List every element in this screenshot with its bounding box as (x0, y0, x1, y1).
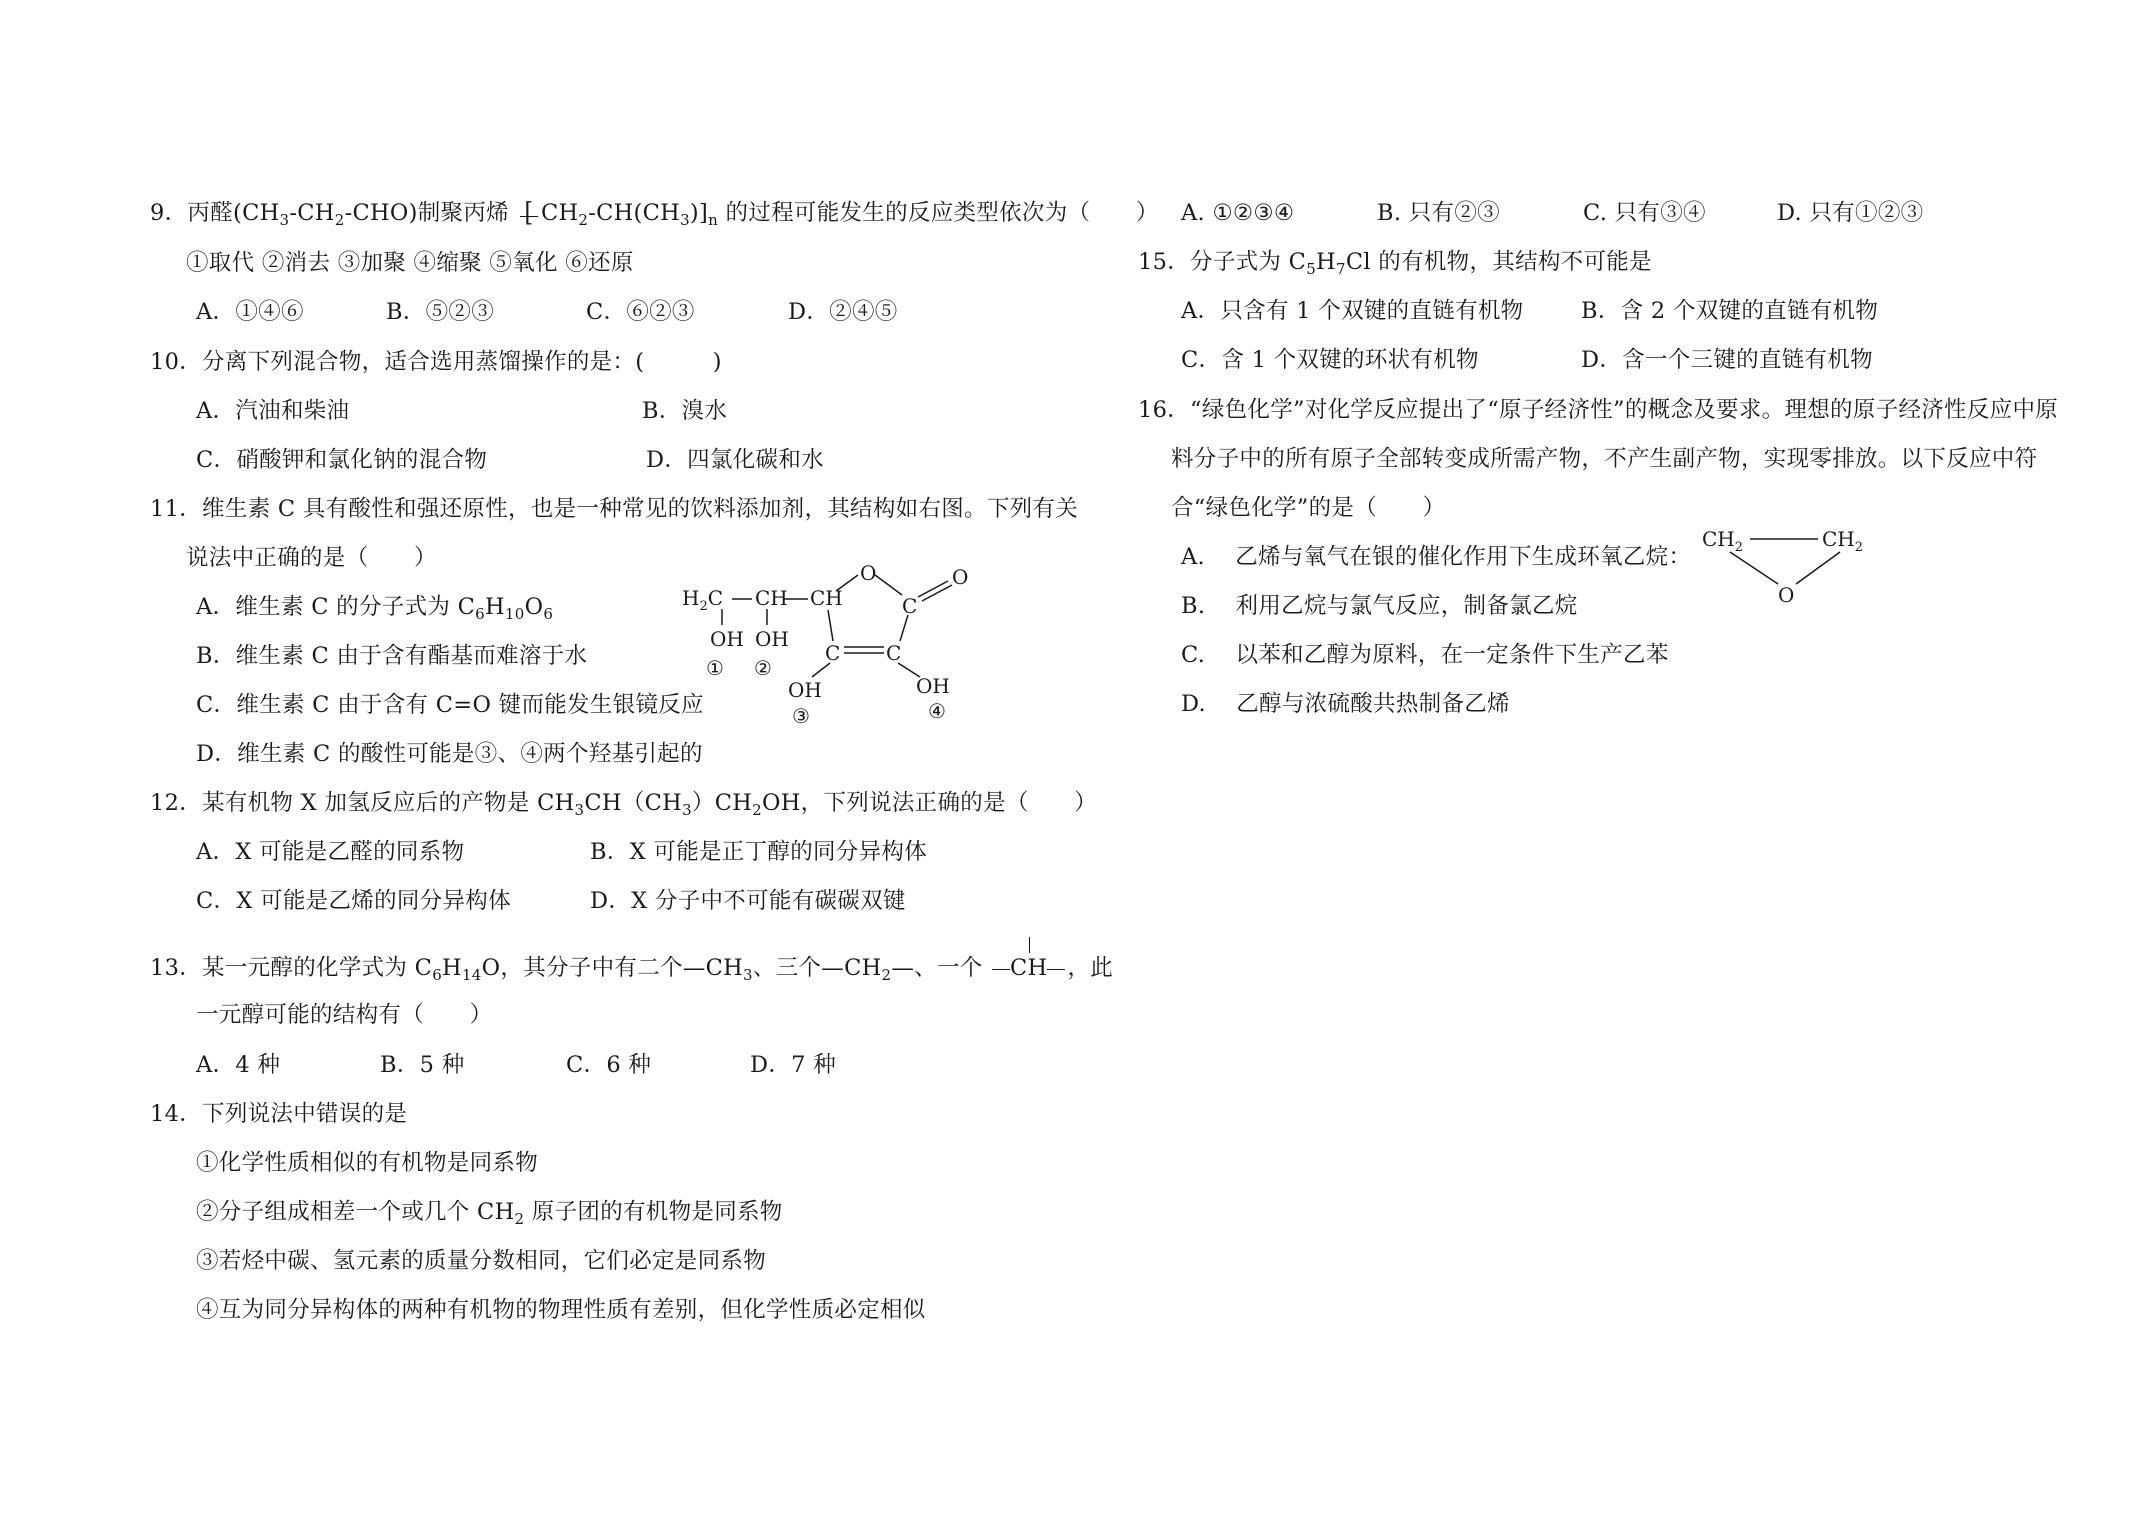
epoxide-ch2-left: $CH_2$ (1702, 527, 1744, 555)
question-9-reaction-types: ①取代 ②消去 ③加聚 ④缩聚 ⑤氧化 ⑥还原 (186, 250, 634, 276)
question-13-option-c: C．6 种 (566, 1052, 652, 1078)
question-10-option-d: D．四氯化碳和水 (646, 447, 824, 473)
question-12-options-row1 (196, 837, 1046, 867)
struct-oh-2: OH (755, 627, 789, 651)
struct-ring-oxygen: O (860, 561, 877, 585)
struct-ch-2: CH (810, 586, 843, 610)
question-14-options (1181, 198, 2081, 228)
question-14-stem: 14．下列说法中错误的是 (150, 1101, 408, 1127)
struct-carbon-4: C (886, 641, 902, 665)
epoxide-oxygen: O (1778, 583, 1795, 607)
question-9-options (196, 297, 996, 327)
question-10-stem: 10．分离下列混合物，适合选用蒸馏操作的是：( ) (150, 349, 722, 375)
question-9-option-d: D．②④⑤ (788, 299, 898, 325)
question-14-statement-4: ④互为同分异构体的两种有机物的物理性质有差别，但化学性质必定相似 (196, 1297, 926, 1323)
question-12-option-b: B．X 可能是正丁醇的同分异构体 (590, 839, 928, 865)
question-15-option-c: C．含 1 个双键的环状有机物 (1181, 347, 1479, 373)
question-15-options-row1 (1181, 296, 2081, 326)
question-15-stem: 15．分子式为 $C_5H_7Cl$ 的有机物，其结构不可能是 (1138, 249, 1652, 278)
question-13-option-a: A．4 种 (196, 1052, 281, 1078)
struct-carbon-3: C (825, 641, 841, 665)
question-16-stem-line1: 16．“绿色化学”对化学反应提出了“原子经济性”的概念及要求。理想的原子经济性反应中原 (1138, 397, 2059, 423)
question-12-option-a: A．X 可能是乙醛的同系物 (196, 839, 465, 865)
struct-oh-4: OH (916, 674, 950, 698)
question-14-statement-3: ③若烃中碳、氢元素的质量分数相同，它们必定是同系物 (196, 1248, 767, 1274)
question-10-option-a: A．汽油和柴油 (196, 398, 350, 424)
question-11-option-c: C．维生素 C 由于含有 C=O 键而能发生银镜反应 (196, 692, 704, 718)
struct-marker-2: ② (754, 656, 772, 680)
epoxide-ch2-right: $CH_2$ (1822, 527, 1864, 555)
methine-vertical-bond (1029, 937, 1030, 953)
struct-h2c: $H_2C$ (682, 586, 724, 614)
methine-group: CH (990, 953, 1067, 983)
ethylene-oxide-structure-diagram (1700, 522, 1890, 614)
question-15-options-row2 (1181, 345, 2081, 375)
question-16-stem-line2: 料分子中的所有原子全部转变成所需产物，不产生副产物，实现零排放。以下反应中符 (1171, 446, 2038, 472)
question-13-options (196, 1050, 1046, 1080)
struct-marker-4: ④ (928, 699, 946, 723)
question-13-option-b: B．5 种 (380, 1052, 465, 1078)
question-11-option-b: B．维生素 C 由于含有酯基而难溶于水 (196, 643, 588, 669)
question-11-stem-line2: 说法中正确的是（ ） (186, 545, 437, 571)
question-14-option-d: D. 只有①②③ (1777, 200, 1924, 226)
struct-marker-3: ③ (792, 704, 810, 728)
question-13-stem-line2: 一元醇可能的结构有（ ） (196, 1002, 493, 1028)
question-15-option-a: A．只含有 1 个双键的直链有机物 (1181, 298, 1524, 324)
question-10-option-c: C．硝酸钾和氯化钠的混合物 (196, 447, 488, 473)
polypropylene-formula: [ $CH_2-CH(CH_3)]_n$ (524, 198, 718, 228)
faint-watermark (742, 1065, 762, 1116)
struct-oh-3: OH (788, 678, 822, 702)
question-11-option-d: D．维生素 C 的酸性可能是③、④两个羟基引起的 (196, 741, 703, 767)
question-12-options-row2 (196, 886, 1046, 916)
question-14-option-a: A. ①②③④ (1181, 200, 1295, 226)
question-14-option-c: C. 只有③④ (1583, 200, 1706, 226)
question-16-option-b: B. 利用乙烷与氯气反应，制备氯乙烷 (1181, 593, 1578, 619)
question-9-option-a: A．①④⑥ (196, 299, 304, 325)
question-13-stem: 13．某一元醇的化学式为 $C_6H_{14}O$，其分子中有二个$—CH_3$、三个$—CH_2—$、一个 CH ，此 (150, 953, 1113, 983)
question-15-option-b: B．含 2 个双键的直链有机物 (1581, 298, 1879, 324)
question-9-stem: 9．丙醛$(CH_3-CH_2-CHO)$制聚丙烯 [ $CH_2-CH(CH_3)]_n$ 的过程可能发生的反应类型依次为（ ） (150, 198, 1159, 229)
question-14-statement-2: ②分子组成相差一个或几个 $CH_2$ 原子团的有机物是同系物 (196, 1199, 783, 1228)
struct-carbonyl-oxygen: O (952, 565, 969, 589)
question-11-option-a: A．维生素 C 的分子式为 $C_6H_{10}O_6$ (196, 594, 554, 623)
question-15-option-d: D．含一个三键的直链有机物 (1581, 347, 1873, 373)
struct-ring-carbon: C (902, 594, 918, 618)
question-10-options-row2 (196, 445, 1046, 475)
question-12-option-d: D．X 分子中不可能有碳碳双键 (590, 888, 906, 914)
struct-oh-1: OH (710, 627, 744, 651)
question-10-option-b: B．溴水 (642, 398, 728, 424)
question-13-option-d: D．7 种 (750, 1052, 837, 1078)
question-16-stem-line3: 合“绿色化学”的是（ ） (1171, 495, 1446, 521)
question-12-option-c: C．X 可能是乙烯的同分异构体 (196, 888, 511, 914)
question-11-stem-line1: 11．维生素 C 具有酸性和强还原性，也是一种常见的饮料添加剂，其结构如右图。下列有关 (150, 496, 1079, 522)
question-10-options-row1 (196, 396, 1046, 426)
question-12-stem: 12．某有机物 X 加氢反应后的产物是 $CH_3CH(CH_3)CH_2OH$，下列说法正确的是（ ） (150, 790, 1098, 819)
struct-marker-1: ① (706, 656, 724, 680)
question-16-option-c: C. 以苯和乙醇为原料，在一定条件下生产乙苯 (1181, 642, 1669, 668)
question-16-option-a: A. 乙烯与氧气在银的催化作用下生成环氧乙烷： (1181, 544, 1692, 570)
vitamin-c-structure-diagram (670, 555, 990, 730)
question-14-option-b: B. 只有②③ (1377, 200, 1500, 226)
struct-ch-1: CH (755, 586, 788, 610)
question-9-option-c: C．⑥②③ (586, 299, 695, 325)
question-9-option-b: B．⑤②③ (386, 299, 495, 325)
question-14-statement-1: ①化学性质相似的有机物是同系物 (196, 1150, 539, 1176)
question-16-option-d: D. 乙醇与浓硫酸共热制备乙烯 (1181, 691, 1510, 717)
question-9-number: 9． (150, 200, 188, 226)
